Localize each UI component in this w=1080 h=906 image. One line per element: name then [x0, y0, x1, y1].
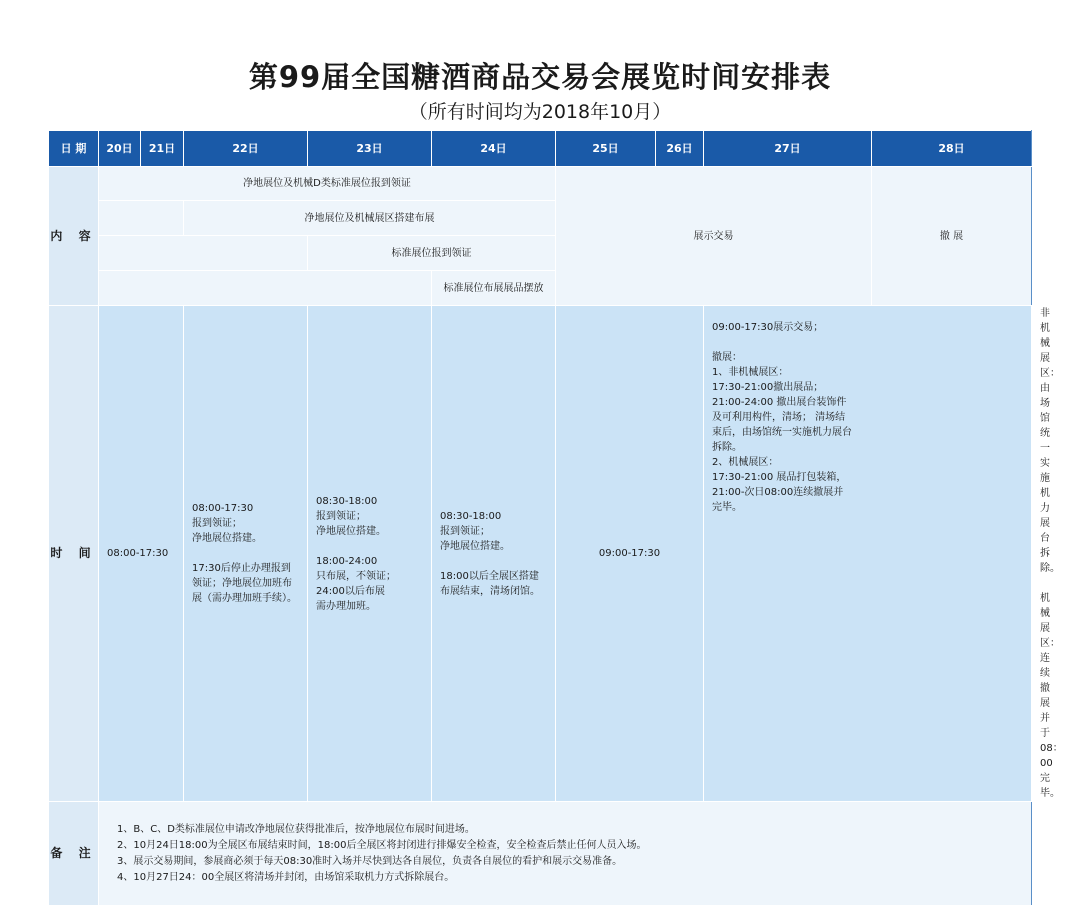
time-line: 及可利用构件，清场； 清场结	[712, 412, 846, 423]
day-20: 20日	[99, 131, 141, 167]
time-line: 完毕。	[712, 502, 742, 513]
time-line: 撤展：	[712, 352, 742, 363]
time-line: 报到领证；	[440, 525, 490, 537]
page-title: 第99届全国糖酒商品交易会展览时间安排表	[248, 60, 832, 94]
content-row4: 标准展位布展展品摆放	[432, 271, 556, 306]
day-22: 22日	[184, 131, 308, 167]
time-line: 1、非机械展区：	[712, 367, 789, 378]
time-23	[308, 306, 432, 802]
date-label: 日 期	[49, 131, 99, 167]
time-line: 2、机械展区：	[712, 457, 779, 468]
notes-label: 备 注	[49, 802, 99, 906]
time-line: 只布展，不领证；	[316, 570, 396, 582]
time-line: 18:00以后全展区搭建	[440, 570, 539, 582]
day-21: 21日	[141, 131, 184, 167]
content-exhibit: 展示交易	[556, 167, 872, 306]
day-24: 24日	[432, 131, 556, 167]
time-28-text: 非机械展区： 由场馆统一实施机力展台拆除。 机械展区： 连续撤展并于08：00完毕。	[1040, 308, 1063, 799]
time-line: 17:30-21:00 展品打包装箱，	[712, 472, 847, 483]
time-20-21-text: 08:00-17:30	[107, 548, 169, 559]
day-23: 23日	[308, 131, 432, 167]
time-line: 08:00-17:30	[192, 503, 254, 514]
time-line: 08:30-18:00	[316, 495, 378, 507]
content-row4-blank	[99, 271, 432, 306]
time-line: 18:00-24:00	[316, 555, 378, 567]
time-line: 净地展位搭建。	[440, 540, 510, 552]
time-line	[316, 539, 423, 554]
note-item: 1、B、C、D类标准展位申请改净地展位获得批准后，按净地展位布展时间进场。	[117, 823, 475, 835]
time-line: 拆除。	[712, 442, 742, 453]
header-row	[49, 131, 1032, 167]
time-line: 报到领证；	[192, 518, 242, 529]
content-label: 内 容	[49, 167, 99, 306]
notes-cell	[99, 802, 1032, 906]
time-20-21	[99, 306, 184, 802]
time-25-26	[556, 306, 704, 802]
time-line: 21:00-24:00 撤出展台装饰件	[712, 397, 847, 408]
time-line: 束后，由场馆统一实施机力展台	[712, 427, 852, 438]
time-23-text	[308, 494, 431, 614]
content-row3-blank	[99, 236, 308, 271]
time-24	[432, 306, 556, 802]
day-25: 25日	[556, 131, 656, 167]
time-line: 08:30-18:00	[440, 510, 502, 522]
content-row2: 净地展位及机械展区搭建布展	[184, 201, 556, 236]
time-line: 展（需办理加班手续）。	[192, 593, 297, 604]
time-line	[192, 546, 299, 561]
time-22	[184, 306, 308, 802]
time-line: 需办理加班。	[316, 600, 376, 612]
time-line: 21:00-次日08:00连续撤展并	[712, 487, 844, 498]
time-line	[712, 335, 1023, 350]
note-item: 2、10月24日18:00为全展区布展结束时间，18:00后全展区将封闭进行排爆安全检查，安全检查后禁止任何人员入场。	[117, 839, 647, 851]
time-27-text	[704, 306, 1031, 515]
schedule-table	[48, 130, 1063, 906]
content-row1: 净地展位及机械D类标准展位报到领证	[99, 167, 556, 201]
note-item: 4、10月27日24：00全展区将清场并封闭，由场馆采取机力方式拆除展台。	[117, 871, 455, 883]
content-row2-blank	[99, 201, 184, 236]
content-row3: 标准展位报到领证	[308, 236, 556, 271]
time-line	[440, 554, 547, 569]
day-26: 26日	[656, 131, 704, 167]
page-subtitle: （所有时间均为2018年10月）	[408, 101, 672, 123]
time-line: 报到领证；	[316, 510, 366, 522]
time-line: 领证；净地展位加班布	[192, 578, 292, 589]
note-item: 3、展示交易期间，参展商必须于每天08:30准时入场并尽快到达各自展位，负责各自展位的看护和展示交易准备。	[117, 855, 623, 867]
time-line: 布展结束，清场闭馆。	[440, 585, 540, 597]
time-label: 时 间	[49, 306, 99, 802]
time-line: 净地展位搭建。	[192, 533, 262, 544]
content-dismantle: 撤 展	[872, 167, 1032, 306]
day-27: 27日	[704, 131, 872, 167]
time-line: 17:30-21:00撤出展品；	[712, 382, 824, 393]
time-22-text	[184, 501, 307, 606]
time-line: 净地展位搭建。	[316, 525, 386, 537]
time-24-text	[432, 509, 555, 599]
day-28: 28日	[872, 131, 1032, 167]
time-line: 09:00-17:30展示交易；	[712, 322, 824, 333]
time-27	[704, 306, 1032, 802]
time-line: 17:30后停止办理报到	[192, 563, 291, 574]
time-25-26-text: 09:00-17:30	[598, 548, 661, 559]
time-line: 24:00以后布展	[316, 585, 385, 597]
